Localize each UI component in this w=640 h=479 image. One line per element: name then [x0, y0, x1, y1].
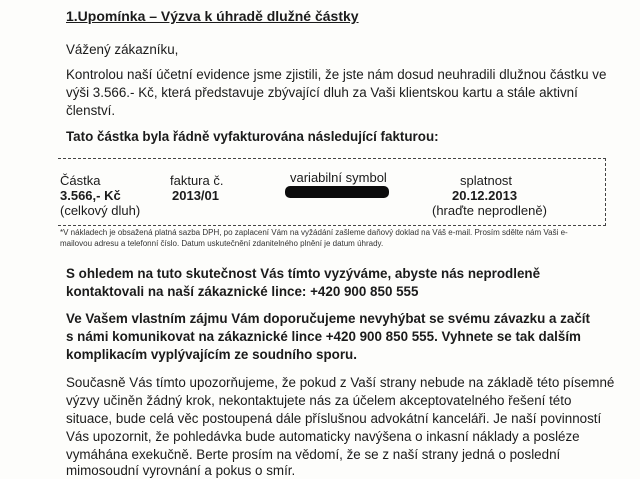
- warning-line: výzvy učiněn žádný krok, nekontaktujete nás za účelem akceptovatelného řešení této: [66, 393, 572, 408]
- recommendation-line: s námi komunikovat na zákaznické lince +420 900 850 555. Vyhnete se tak dalším: [66, 329, 581, 344]
- recommendation-line: komplikacím vyplývajícím ze soudního sporu.: [66, 347, 357, 362]
- amount-note: (celkový dluh): [60, 203, 141, 218]
- footnote-line: *V nákladech je obsažená platná sazba DPH, po zaplacení Vám na vyžádání zašleme daňový doklad na Váš e-mail. Prosím sdělte nám Vaši e-: [60, 228, 568, 237]
- due-date-value: 20.12.2013: [452, 188, 518, 203]
- amount-value: 3.566,- Kč: [60, 188, 121, 203]
- invoice-number-label: faktura č.: [170, 173, 224, 188]
- warning-line: Současně Vás tímto upozorňujeme, že pokud z Vaší strany nebude na základě této písemné: [66, 375, 615, 390]
- footnote-line: mailovou adresu a telefonní číslo. Datum uskutečnění zdanitelného plnění je datum úhrady.: [60, 239, 384, 248]
- intro-line: výši 3.566.- Kč, která představuje zbývající dluh za Vaši klientskou kartu a stále aktivní: [66, 85, 578, 100]
- invoice-heading: Tato částka byla řádně vyfakturována následující fakturou:: [66, 129, 439, 144]
- variable-symbol-redaction: [285, 186, 389, 198]
- contact-line: kontaktovali na naší zákaznické lince: +420 900 850 555: [66, 284, 419, 299]
- invoice-number-value: 2013/01: [172, 188, 219, 203]
- recommendation-line: Ve Vašem vlastním zájmu Vám doporučujeme nevyhýbat se svému závazku a začít: [66, 311, 590, 326]
- contact-line: S ohledem na tuto skutečnost Vás tímto vyzýváme, abyste nás neprodleně: [66, 266, 541, 281]
- intro-line: Kontrolou naší účetní evidence jsme zjistili, že jste nám dosud neuhradili dlužnou částku ve: [66, 67, 607, 82]
- due-date-label: splatnost: [460, 173, 513, 188]
- due-date-note: (hraďte neprodleně): [432, 203, 547, 218]
- intro-line: členství.: [66, 103, 116, 118]
- warning-line: mimosoudní vyrovnání a pokus o smír.: [66, 463, 296, 478]
- amount-label: Částka: [60, 173, 101, 188]
- variable-symbol-label: variabilní symbol: [290, 170, 387, 185]
- salutation: Vážený zákazníku,: [66, 42, 179, 57]
- warning-line: Vás upozornit, že pohledávka bude automaticky navýšena o inkasní náklady a posléze: [66, 429, 580, 444]
- warning-line: situace, bude celá věc postoupená dále příslušnou advokátní kanceláři. Je naší povinností: [66, 411, 602, 426]
- letter-title: 1.Upomínka – Výzva k úhradě dlužné částky: [66, 8, 359, 24]
- warning-line: vymáhána exekučně. Berte prosím na vědomí, že se z naší strany jedná o poslední: [66, 447, 561, 462]
